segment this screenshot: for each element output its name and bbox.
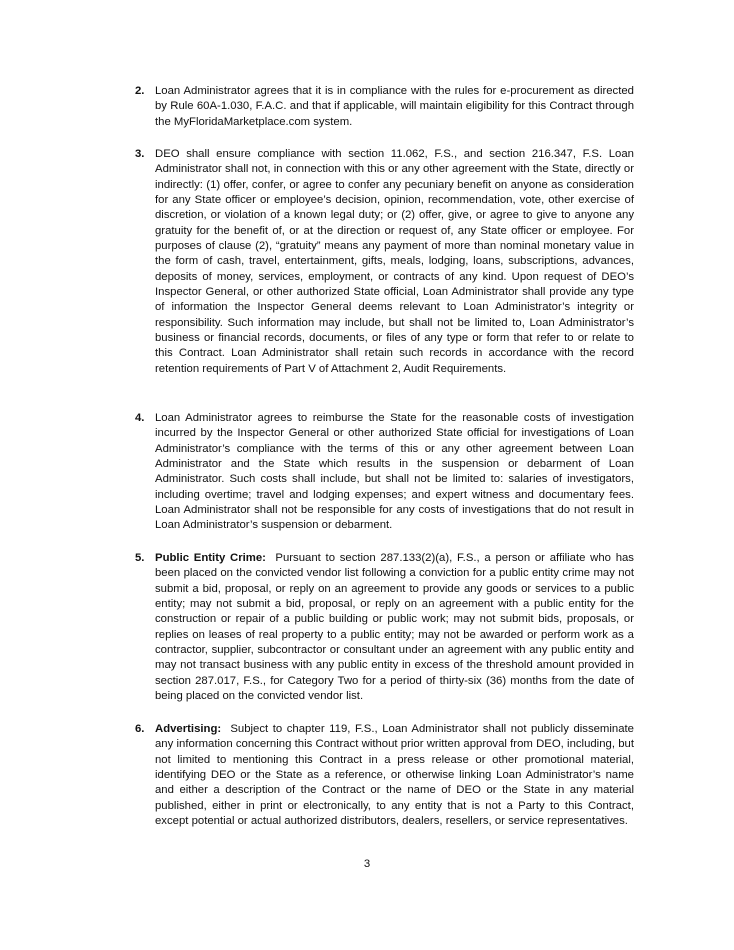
paragraph-number: 5. bbox=[135, 552, 145, 564]
paragraph-text: Loan Administrator agrees that it is in compliance with the rules for e-procurement as directed by Rule 60A-1.030, F.A.C. and that if applicable, will maintain eligibility for this Contract through the MyFloridaMarketplace.com system. bbox=[155, 85, 634, 128]
paragraph-4 bbox=[135, 411, 634, 534]
paragraph-text: Pursuant to section 287.133(2)(a), F.S., a person or affiliate who has been placed on the convicted vendor list following a conviction for a public entity crime may not submit a bid, proposal, or reply on an agreement to provide any goods or services to a public entity; may not submit a bid, proposal, or reply on an agreement with a public entity for the construction or repair of a public building or public work; may not submit bids, proposals, or replies on leases of real property to a public entity; may not be awarded or perform work as a contractor, supplier, subcontractor or consultant under an agreement with any public entity and may not transact business with any public entity in excess of the threshold amount provided in section 287.017, F.S., for Category Two for a period of thirty-six (36) months from the date of being placed on the convicted vendor list. bbox=[155, 552, 634, 703]
paragraph-5-public-entity-crime bbox=[135, 551, 634, 704]
paragraph-text: DEO shall ensure compliance with section 11.062, F.S., and section 216.347, F.S. Loan Administrator shall not, in connection with this or any other agreement with the State, directly or indirectly: (1) offer, confer, or agree to confer any pecuniary benefit on anyone as consideration for any State officer or employee’s decision, opinion, recommendation, vote, other exercise of discretion, or violation of a known legal duty; or (2) offer, give, or agree to give to anyone any gratuity for the benefit of, or at the direction or request of, any State officer or employee. For purposes of clause (2), “gratuity” means any payment of more than nominal monetary value in the form of cash, travel, entertainment, gifts, meals, lodging, loans, subscriptions, advances, deposits of money, services, employment, or contracts of any kind. Upon request of DEO’s Inspector General, or other authorized State official, Loan Administrator shall provide any type of information the Inspector General deems relevant to Loan Administrator’s integrity or responsibility. Such information may include, but shall not be limited to, Loan Administrator’s business or financial records, documents, or files of any type or form that refer to or relate to this Contract. Loan Administrator shall retain such records in accordance with the record retention requirements of Part V of Attachment 2, Audit Requirements. bbox=[155, 148, 634, 375]
paragraph-number: 4. bbox=[135, 412, 145, 424]
paragraph-body bbox=[155, 551, 634, 704]
paragraph-6-advertising bbox=[135, 722, 634, 829]
paragraph-heading: Advertising: bbox=[155, 723, 222, 735]
paragraph-2 bbox=[135, 84, 634, 130]
paragraph-number: 3. bbox=[135, 148, 145, 160]
paragraph-number: 2. bbox=[135, 85, 145, 97]
page-number: 3 bbox=[363, 858, 371, 870]
paragraph-heading: Public Entity Crime: bbox=[155, 552, 266, 564]
paragraph-text: Loan Administrator agrees to reimburse the State for the reasonable costs of investigation incurred by the Inspector General or other authorized State official for investigations of Loan Administrator’s compliance with the terms of this or any other agreement between Loan Administrator and the State which results in the suspension or debarment of Loan Administrator. Such costs shall include, but shall not be limited to: salaries of investigators, including overtime; travel and lodging expenses; and expert witness and documentary fees. Loan Administrator shall not be responsible for any costs of investigations that do not result in Loan Administrator’s suspension or debarment. bbox=[155, 412, 634, 532]
paragraph-body bbox=[155, 722, 634, 829]
paragraph-number: 6. bbox=[135, 723, 145, 735]
paragraph-text: Subject to chapter 119, F.S., Loan Administrator shall not publicly disseminate any information concerning this Contract without prior written approval from DEO, including, but not limited to mentioning this Contract in a press release or other promotional material, identifying DEO or the State as a reference, or otherwise linking Loan Administrator’s name and either a description of the Contract or the name of DEO or the State in any material published, either in print or electronically, to any entity that is not a Party to this Contract, except potential or actual authorized distributors, dealers, resellers, or service representatives. bbox=[155, 723, 634, 828]
paragraph-3 bbox=[135, 147, 634, 377]
